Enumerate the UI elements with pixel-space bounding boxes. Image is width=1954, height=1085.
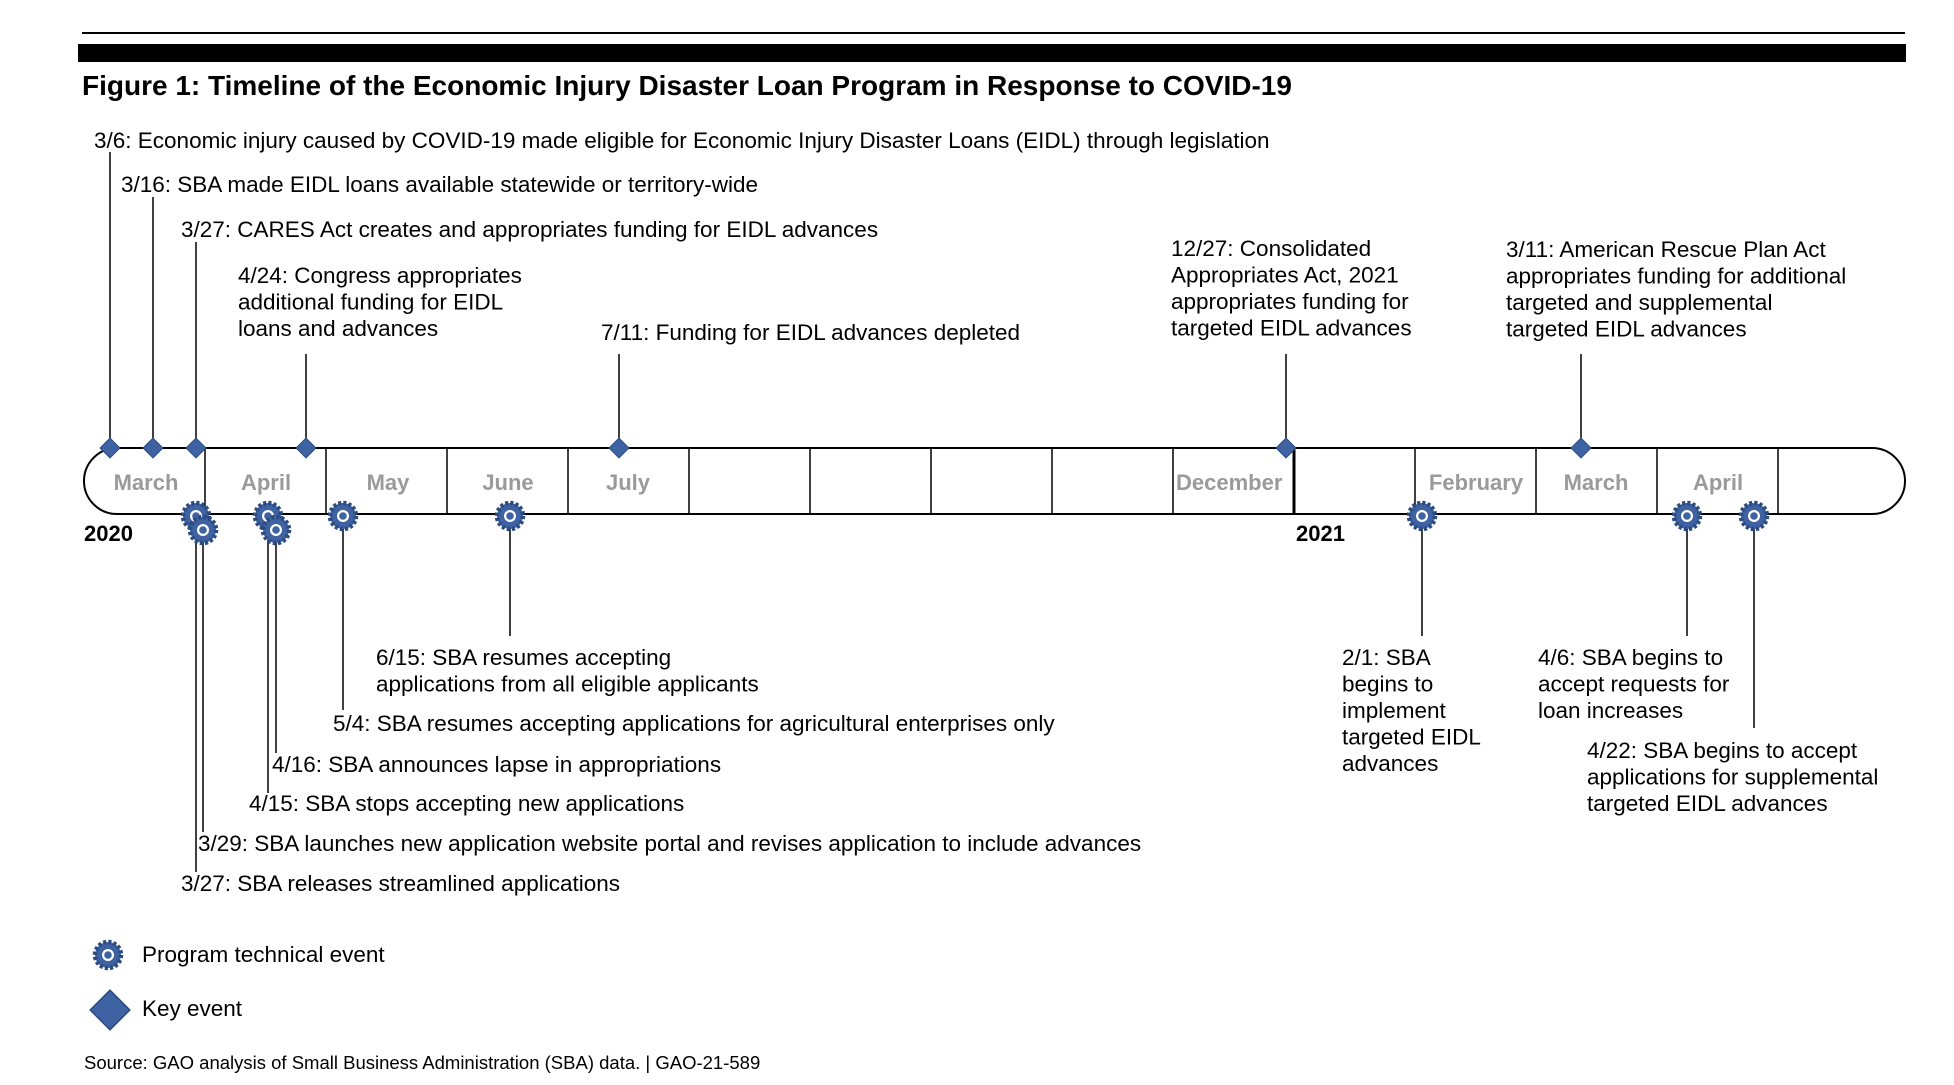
- gear-icon: [330, 503, 356, 529]
- month-label: April: [1692, 470, 1744, 495]
- month-label: June: [482, 470, 534, 495]
- key-event: [601, 320, 1020, 458]
- technical-event-label: 3/29: SBA launches new application website portal and revises application to include advances: [198, 831, 1142, 856]
- technical-event-label: implement: [1342, 698, 1446, 723]
- month-label: May: [366, 470, 410, 495]
- key-events: [94, 128, 1846, 458]
- month-label: March: [1563, 470, 1629, 495]
- technical-event-label: 4/15: SBA stops accepting new applications: [249, 791, 685, 816]
- legend-technical-label: Program technical event: [142, 942, 385, 967]
- technical-event-label: 4/16: SBA announces lapse in appropriations: [272, 752, 722, 777]
- month-label: July: [605, 470, 651, 495]
- legend-key-label: Key event: [142, 996, 243, 1021]
- gear-icon: [190, 517, 216, 543]
- technical-events: [181, 503, 1878, 896]
- technical-event: [1538, 503, 1730, 723]
- timeline-band: [84, 448, 1905, 514]
- gear-icon: [497, 503, 523, 529]
- technical-event-label: accept requests for: [1538, 671, 1730, 697]
- technical-event-label: 2/1: SBA: [1342, 645, 1431, 670]
- technical-event: [376, 503, 759, 697]
- month-label: February: [1428, 470, 1524, 495]
- key-event-label: 12/27: Consolidated: [1171, 236, 1372, 261]
- technical-event-label: applications from all eligible applicants: [376, 671, 759, 697]
- technical-event-label: 6/15: SBA resumes accepting: [376, 645, 672, 670]
- key-event-label: targeted EIDL advances: [1506, 316, 1747, 342]
- header-bar: [78, 44, 1906, 62]
- gear-icon: [263, 517, 289, 543]
- key-event-label: 3/11: American Rescue Plan Act: [1506, 237, 1826, 262]
- key-event-label: 4/24: Congress appropriates: [238, 263, 522, 288]
- technical-event-label: begins to: [1342, 671, 1434, 697]
- month-label: April: [240, 470, 292, 495]
- month-label: March: [113, 470, 179, 495]
- key-event-label: Appropriates Act, 2021: [1171, 262, 1399, 288]
- figure-title: Figure 1: Timeline of the Economic Injury Disaster Loan Program in Response to COVID-19: [82, 70, 1292, 101]
- key-event-label: appropriates funding for additional: [1506, 263, 1847, 289]
- key-event: [1171, 236, 1412, 458]
- source-note: Source: GAO analysis of Small Business Administration (SBA) data. | GAO-21-589: [84, 1052, 761, 1073]
- key-event: [121, 172, 758, 458]
- key-event-label: additional funding for EIDL: [238, 289, 504, 315]
- gear-icon: [1674, 503, 1700, 529]
- technical-event-label: targeted EIDL: [1342, 724, 1481, 750]
- technical-event: [330, 503, 1055, 736]
- key-event-label: 3/6: Economic injury caused by COVID-19 made eligible for Economic Injury Disaster Loans (EIDL) through legislation: [94, 128, 1270, 153]
- year-label-2020: 2020: [84, 521, 133, 546]
- technical-event-label: loan increases: [1538, 698, 1684, 723]
- legend: [90, 942, 385, 1030]
- gear-icon: [1409, 503, 1435, 529]
- gear-icon: [1741, 503, 1767, 529]
- key-event-label: loans and advances: [238, 316, 439, 341]
- key-event-label: 7/11: Funding for EIDL advances depleted: [601, 320, 1021, 345]
- key-event: [238, 263, 522, 458]
- key-event-label: targeted EIDL advances: [1171, 315, 1412, 341]
- technical-event-label: advances: [1342, 751, 1439, 776]
- key-event-label: targeted and supplemental: [1506, 290, 1773, 315]
- diamond-icon: [90, 990, 130, 1030]
- technical-event: [1342, 503, 1481, 776]
- technical-event-label: 5/4: SBA resumes accepting applications for agricultural enterprises only: [333, 711, 1055, 736]
- technical-event-label: 3/27: SBA releases streamlined applications: [181, 871, 621, 896]
- technical-event-label: targeted EIDL advances: [1587, 791, 1828, 816]
- key-event-label: 3/27: CARES Act creates and appropriates funding for EIDL advances: [181, 217, 879, 242]
- technical-event-label: 4/22: SBA begins to accept: [1587, 738, 1858, 763]
- technical-event-label: applications for supplemental: [1587, 764, 1879, 790]
- key-event-label: appropriates funding for: [1171, 289, 1409, 314]
- year-label-2021: 2021: [1296, 521, 1345, 546]
- gear-icon: [95, 942, 121, 968]
- month-label: December: [1176, 470, 1283, 495]
- technical-event-label: 4/6: SBA begins to: [1538, 645, 1724, 670]
- key-event-label: 3/16: SBA made EIDL loans available statewide or territory-wide: [121, 172, 758, 197]
- key-event: [1506, 237, 1846, 458]
